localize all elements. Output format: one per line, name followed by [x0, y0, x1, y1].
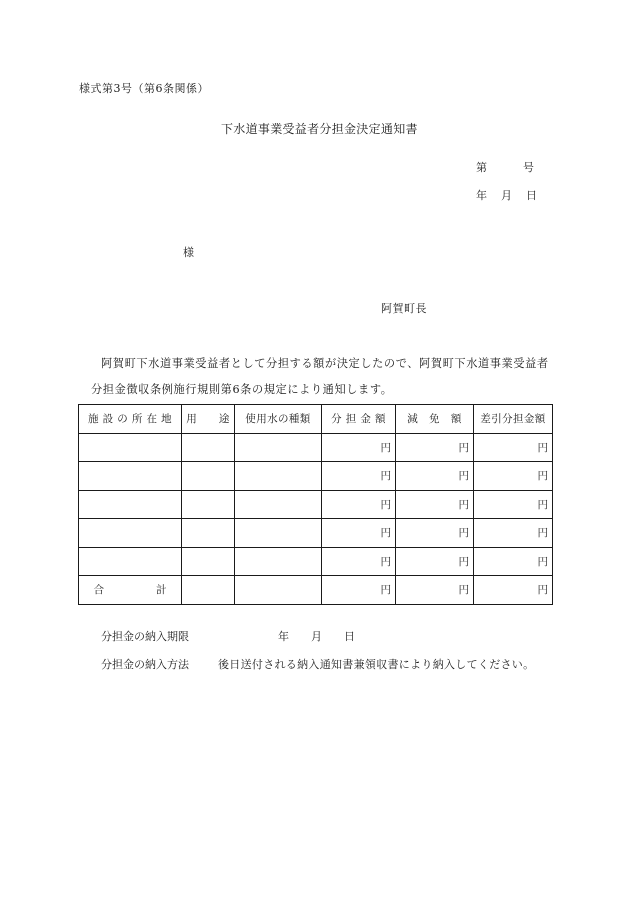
header-burden-amount: 分 担 金 額 — [322, 405, 396, 434]
cell-burden-amount: 円 — [322, 462, 396, 491]
deadline-label: 分担金の納入期限 — [101, 630, 189, 643]
cell-water-type — [235, 547, 322, 576]
table-row — [79, 462, 553, 491]
cell-burden-amount: 円 — [322, 433, 396, 462]
payment-method-text: 後日送付される納入通知書兼領収書により納入してください。 — [218, 658, 535, 671]
cell-burden-amount: 円 — [322, 547, 396, 576]
cell-water-type — [235, 462, 322, 491]
total-water-type — [235, 576, 322, 605]
table-row — [79, 490, 553, 519]
cell-reduction-amount: 円 — [396, 547, 474, 576]
cell-net-amount: 円 — [474, 490, 553, 519]
table-row — [79, 547, 553, 576]
cell-water-type — [235, 519, 322, 548]
total-row — [79, 576, 553, 605]
cell-water-type — [235, 490, 322, 519]
document-title: 下水道事業受益者分担金決定通知書 — [221, 122, 418, 136]
total-label — [79, 576, 182, 605]
total-usage — [182, 576, 235, 605]
table-row — [79, 433, 553, 462]
body-text-line-1: 阿賀町下水道事業受益者として分担する額が決定したので、阿賀町下水道事業受益者 — [101, 357, 549, 370]
cell-location — [79, 519, 182, 548]
cell-location — [79, 462, 182, 491]
cell-usage — [182, 433, 235, 462]
cell-usage — [182, 519, 235, 548]
cell-net-amount: 円 — [474, 433, 553, 462]
document-date-year: 年 — [476, 189, 487, 202]
deadline-month: 月 — [311, 630, 322, 643]
document-date — [476, 187, 537, 203]
form-number: 様式第3号（第6条関係） — [79, 82, 209, 95]
total-reduction-amount: 円 — [396, 576, 474, 605]
header-reduction-amount: 減 免 額 — [396, 405, 474, 434]
deadline-day: 日 — [344, 630, 355, 643]
header-usage: 用 途 — [182, 405, 235, 434]
total-net-amount: 円 — [474, 576, 553, 605]
body-text-line-2: 分担金徴収条例施行規則第6条の規定により通知します。 — [91, 383, 393, 396]
cell-reduction-amount: 円 — [396, 433, 474, 462]
addressee-honorific: 様 — [183, 246, 194, 259]
cell-location — [79, 490, 182, 519]
cell-net-amount: 円 — [474, 462, 553, 491]
table-header-row — [79, 405, 553, 434]
burden-table — [78, 404, 553, 605]
cell-usage — [182, 462, 235, 491]
cell-usage — [182, 490, 235, 519]
table-body — [79, 433, 553, 604]
header-location: 施 設 の 所 在 地 — [79, 405, 182, 434]
cell-location — [79, 547, 182, 576]
cell-usage — [182, 547, 235, 576]
header-water-type: 使用水の種類 — [235, 405, 322, 434]
cell-net-amount: 円 — [474, 519, 553, 548]
document-number-prefix: 第 — [476, 161, 487, 174]
cell-water-type — [235, 433, 322, 462]
deadline-date — [278, 628, 355, 644]
document-date-month: 月 — [501, 189, 512, 202]
document-date-day: 日 — [526, 189, 537, 202]
cell-reduction-amount: 円 — [396, 490, 474, 519]
cell-burden-amount: 円 — [322, 490, 396, 519]
total-label-first: 合 — [93, 584, 104, 597]
deadline-year: 年 — [278, 630, 289, 643]
cell-location — [79, 433, 182, 462]
document-number — [476, 159, 534, 175]
header-net-amount: 差引分担金額 — [474, 405, 553, 434]
table-row — [79, 519, 553, 548]
issuer-name: 阿賀町長 — [381, 302, 427, 315]
payment-method-label: 分担金の納入方法 — [101, 658, 189, 671]
cell-burden-amount: 円 — [322, 519, 396, 548]
total-label-second: 計 — [156, 584, 167, 597]
total-burden-amount: 円 — [322, 576, 396, 605]
cell-net-amount: 円 — [474, 547, 553, 576]
cell-reduction-amount: 円 — [396, 519, 474, 548]
cell-reduction-amount: 円 — [396, 462, 474, 491]
document-number-suffix: 号 — [523, 161, 534, 174]
